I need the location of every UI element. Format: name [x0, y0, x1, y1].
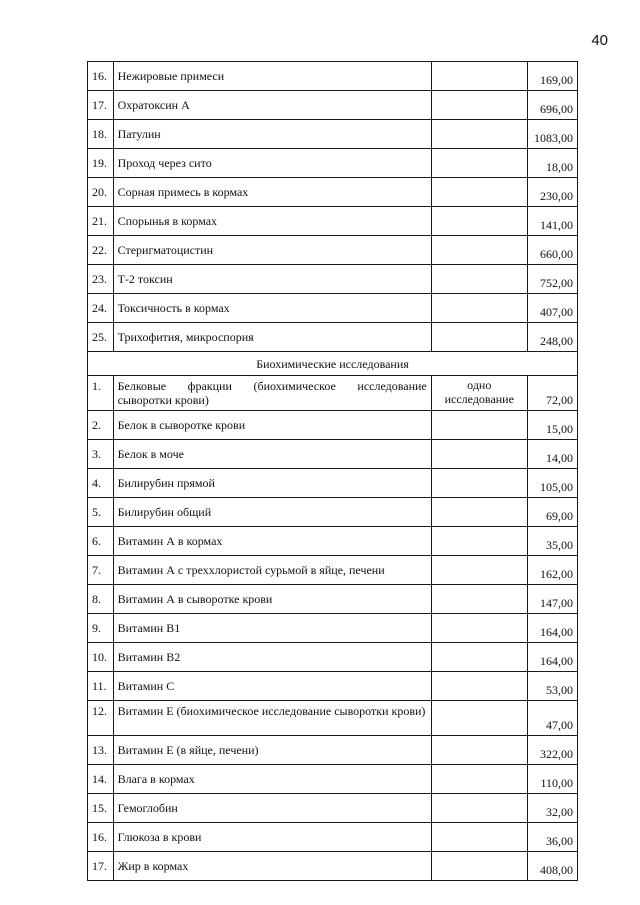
row-unit [431, 614, 527, 643]
row-number: 22. [88, 236, 114, 265]
table-row [88, 236, 578, 265]
row-number: 19. [88, 149, 114, 178]
row-price: 69,00 [527, 498, 577, 527]
row-number: 16. [88, 62, 114, 91]
row-price: 18,00 [527, 149, 577, 178]
row-name: Сорная примесь в кормах [113, 178, 431, 207]
table-row [88, 440, 578, 469]
table-row [88, 294, 578, 323]
row-price: 35,00 [527, 527, 577, 556]
row-name: Белковые фракции (биохимическое исследование сыворотки крови) [113, 376, 431, 411]
table-row [88, 149, 578, 178]
row-name: Белок в моче [113, 440, 431, 469]
row-name: Т-2 токсин [113, 265, 431, 294]
row-price: 248,00 [527, 323, 577, 352]
row-price: 696,00 [527, 91, 577, 120]
row-name: Витамин В2 [113, 643, 431, 672]
row-unit: одно исследование [431, 376, 527, 411]
section-header [88, 352, 578, 376]
row-name: Охратоксин А [113, 91, 431, 120]
row-price: 110,00 [527, 765, 577, 794]
row-unit [431, 556, 527, 585]
row-unit [431, 62, 527, 91]
row-number: 7. [88, 556, 114, 585]
row-name: Нежировые примеси [113, 62, 431, 91]
row-price: 72,00 [527, 376, 577, 411]
row-name: Патулин [113, 120, 431, 149]
table-row [88, 376, 578, 411]
row-name: Билирубин общий [113, 498, 431, 527]
table-row [88, 411, 578, 440]
row-number: 23. [88, 265, 114, 294]
row-unit [431, 765, 527, 794]
row-number: 6. [88, 527, 114, 556]
row-price: 105,00 [527, 469, 577, 498]
row-name: Токсичность в кормах [113, 294, 431, 323]
row-name: Витамин Е (в яйце, печени) [113, 736, 431, 765]
row-number: 1. [88, 376, 114, 411]
row-name: Стеригматоцистин [113, 236, 431, 265]
row-number: 18. [88, 120, 114, 149]
row-price: 141,00 [527, 207, 577, 236]
row-price: 162,00 [527, 556, 577, 585]
table-row [88, 527, 578, 556]
row-number: 17. [88, 852, 114, 881]
row-unit [431, 323, 527, 352]
row-price: 53,00 [527, 672, 577, 701]
row-price: 164,00 [527, 643, 577, 672]
row-unit [431, 91, 527, 120]
row-name: Витамин А в кормах [113, 527, 431, 556]
row-number: 4. [88, 469, 114, 498]
table-row [88, 498, 578, 527]
row-number: 5. [88, 498, 114, 527]
row-unit [431, 852, 527, 881]
row-number: 14. [88, 765, 114, 794]
table-row [88, 701, 578, 736]
row-unit [431, 643, 527, 672]
row-price: 164,00 [527, 614, 577, 643]
row-number: 8. [88, 585, 114, 614]
row-price: 147,00 [527, 585, 577, 614]
row-unit [431, 294, 527, 323]
table-body-top [88, 62, 578, 352]
row-unit [431, 672, 527, 701]
table-row [88, 91, 578, 120]
row-name: Витамин Е (биохимическое исследование сыворотки крови) [113, 701, 431, 736]
row-unit [431, 120, 527, 149]
row-price: 15,00 [527, 411, 577, 440]
row-name: Витамин А с треххлористой сурьмой в яйце, печени [113, 556, 431, 585]
row-number: 10. [88, 643, 114, 672]
row-name: Белок в сыворотке крови [113, 411, 431, 440]
table-row [88, 62, 578, 91]
table-row [88, 178, 578, 207]
row-price: 407,00 [527, 294, 577, 323]
section-row [88, 352, 578, 376]
row-number: 20. [88, 178, 114, 207]
row-price: 230,00 [527, 178, 577, 207]
row-unit [431, 498, 527, 527]
row-name: Влага в кормах [113, 765, 431, 794]
table-row [88, 852, 578, 881]
table-row [88, 765, 578, 794]
row-price: 752,00 [527, 265, 577, 294]
row-number: 16. [88, 823, 114, 852]
row-number: 17. [88, 91, 114, 120]
row-unit [431, 469, 527, 498]
row-unit [431, 736, 527, 765]
row-number: 21. [88, 207, 114, 236]
row-unit [431, 527, 527, 556]
row-unit [431, 794, 527, 823]
row-price: 14,00 [527, 440, 577, 469]
table-body-bottom [88, 376, 578, 881]
row-price: 1083,00 [527, 120, 577, 149]
row-unit [431, 823, 527, 852]
row-name: Гемоглобин [113, 794, 431, 823]
row-price: 660,00 [527, 236, 577, 265]
row-number: 9. [88, 614, 114, 643]
row-name: Витамин С [113, 672, 431, 701]
row-number: 2. [88, 411, 114, 440]
table-row [88, 643, 578, 672]
row-unit [431, 440, 527, 469]
table-row [88, 556, 578, 585]
table-row [88, 265, 578, 294]
row-number: 25. [88, 323, 114, 352]
row-number: 24. [88, 294, 114, 323]
row-unit [431, 701, 527, 736]
row-price: 47,00 [527, 701, 577, 736]
row-name: Спорынья в кормах [113, 207, 431, 236]
row-name: Билирубин прямой [113, 469, 431, 498]
row-name: Трихофития, микроспория [113, 323, 431, 352]
section-title: Биохимические исследования [88, 352, 578, 376]
row-price: 36,00 [527, 823, 577, 852]
table-row [88, 207, 578, 236]
row-unit [431, 207, 527, 236]
table-row [88, 323, 578, 352]
row-unit [431, 178, 527, 207]
table-row [88, 823, 578, 852]
row-unit [431, 149, 527, 178]
row-number: 12. [88, 701, 114, 736]
row-number: 15. [88, 794, 114, 823]
table-row [88, 120, 578, 149]
row-price: 408,00 [527, 852, 577, 881]
row-name: Жир в кормах [113, 852, 431, 881]
row-number: 11. [88, 672, 114, 701]
row-price: 322,00 [527, 736, 577, 765]
row-unit [431, 585, 527, 614]
row-unit [431, 411, 527, 440]
row-unit [431, 265, 527, 294]
table-row [88, 794, 578, 823]
row-price: 32,00 [527, 794, 577, 823]
page-number: 40 [591, 32, 608, 49]
table-row [88, 585, 578, 614]
row-price: 169,00 [527, 62, 577, 91]
row-name: Глюкоза в крови [113, 823, 431, 852]
row-unit [431, 236, 527, 265]
row-name: Витамин В1 [113, 614, 431, 643]
price-table [87, 61, 578, 881]
row-number: 13. [88, 736, 114, 765]
table-row [88, 672, 578, 701]
row-number: 3. [88, 440, 114, 469]
table-row [88, 469, 578, 498]
row-name: Проход через сито [113, 149, 431, 178]
table-row [88, 614, 578, 643]
row-name: Витамин А в сыворотке крови [113, 585, 431, 614]
table-row [88, 736, 578, 765]
